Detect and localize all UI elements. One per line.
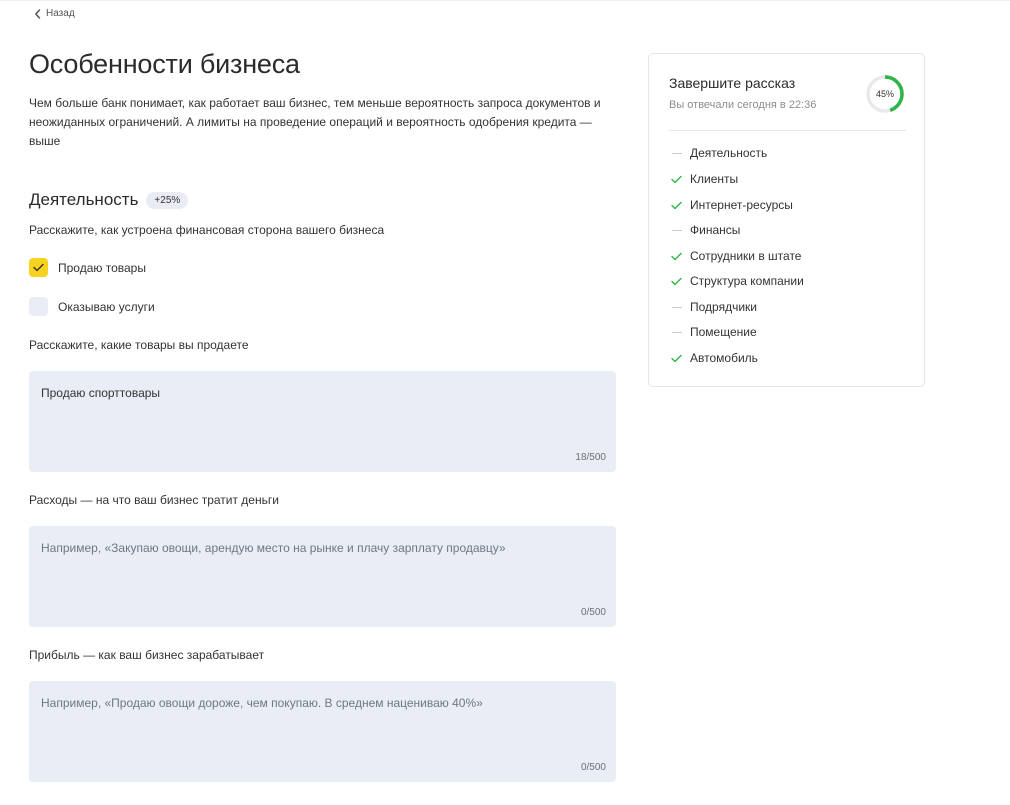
- checklist-item-label: Помещение: [690, 325, 757, 339]
- expenses-field-label: Расходы — на что ваш бизнес тратит деньги: [29, 493, 279, 507]
- checklist-item-label: Интернет-ресурсы: [690, 198, 793, 212]
- section-header: [29, 190, 188, 210]
- checklist-item[interactable]: [671, 172, 738, 186]
- checklist-item-label: Автомобиль: [690, 351, 758, 365]
- char-counter: 18/500: [575, 452, 606, 463]
- dash-icon: [671, 327, 682, 338]
- dash-icon: [671, 225, 682, 236]
- option-sell-goods[interactable]: [29, 258, 146, 277]
- checklist-item[interactable]: [671, 325, 757, 339]
- option-provide-services[interactable]: [29, 297, 155, 316]
- check-icon: [671, 200, 682, 211]
- char-counter: 0/500: [580, 607, 606, 618]
- checkbox[interactable]: [29, 258, 48, 277]
- option-label: Оказываю услуги: [58, 299, 155, 314]
- back-label: Назад: [46, 8, 75, 19]
- goods-textarea[interactable]: [29, 371, 616, 472]
- goods-field-label: Расскажите, какие товары вы продаете: [29, 338, 249, 352]
- expenses-placeholder: Например, «Закупаю овощи, арендую место на рынке и плачу зарплату продавцу»: [41, 541, 506, 555]
- checklist-item-label: Структура компании: [690, 274, 804, 288]
- checklist-item-label: Сотрудники в штате: [690, 249, 802, 263]
- section-title: Деятельность: [29, 190, 139, 209]
- progress-card: [648, 53, 925, 387]
- checklist-item-label: Деятельность: [690, 146, 768, 160]
- checkbox[interactable]: [29, 297, 48, 316]
- chevron-left-icon: [34, 9, 41, 19]
- back-link[interactable]: [34, 8, 75, 19]
- divider: [669, 130, 906, 131]
- checklist-item[interactable]: [671, 146, 767, 160]
- page-title: Особенности бизнеса: [29, 49, 300, 79]
- profit-placeholder: Например, «Продаю овощи дороже, чем покупаю. В среднем нацениваю 40%»: [41, 696, 483, 710]
- checklist-item[interactable]: [671, 351, 758, 365]
- progress-percent: 45%: [875, 89, 894, 99]
- checklist-item-label: Подрядчики: [690, 300, 757, 314]
- top-divider: [0, 0, 1010, 1]
- checklist-item-label: Финансы: [690, 223, 741, 237]
- expenses-textarea[interactable]: [29, 526, 616, 627]
- checklist-item[interactable]: [671, 198, 793, 212]
- profit-field-label: Прибыль — как ваш бизнес зарабатывает: [29, 648, 265, 662]
- profit-textarea[interactable]: [29, 681, 616, 782]
- check-icon: [671, 353, 682, 364]
- check-icon: [671, 251, 682, 262]
- checklist-item[interactable]: [671, 274, 804, 288]
- checklist-item[interactable]: [671, 223, 740, 237]
- check-icon: [671, 174, 682, 185]
- section-subtitle: Расскажите, как устроена финансовая сторона вашего бизнеса: [29, 223, 385, 237]
- dash-icon: [671, 302, 682, 313]
- checklist-item-label: Клиенты: [690, 172, 739, 186]
- check-icon: [671, 276, 682, 287]
- bonus-badge: +25%: [146, 192, 188, 209]
- dash-icon: [671, 148, 682, 159]
- progress-card-title: Завершите рассказ: [669, 75, 796, 91]
- goods-textarea-value: Продаю спорттовары: [41, 386, 161, 400]
- check-icon: [33, 263, 44, 272]
- option-label: Продаю товары: [58, 260, 146, 275]
- checklist-item[interactable]: [671, 300, 757, 314]
- page-intro: Чем больше банк понимает, как работает ваш бизнес, тем меньше вероятность запроса документов и неожиданных ограничений. А лимиты на проведение операций и вероятность одобрения кредита — выше: [29, 96, 601, 148]
- progress-card-subtitle: Вы отвечали сегодня в 22:36: [669, 99, 817, 111]
- checklist-item[interactable]: [671, 249, 801, 263]
- char-counter: 0/500: [580, 762, 606, 773]
